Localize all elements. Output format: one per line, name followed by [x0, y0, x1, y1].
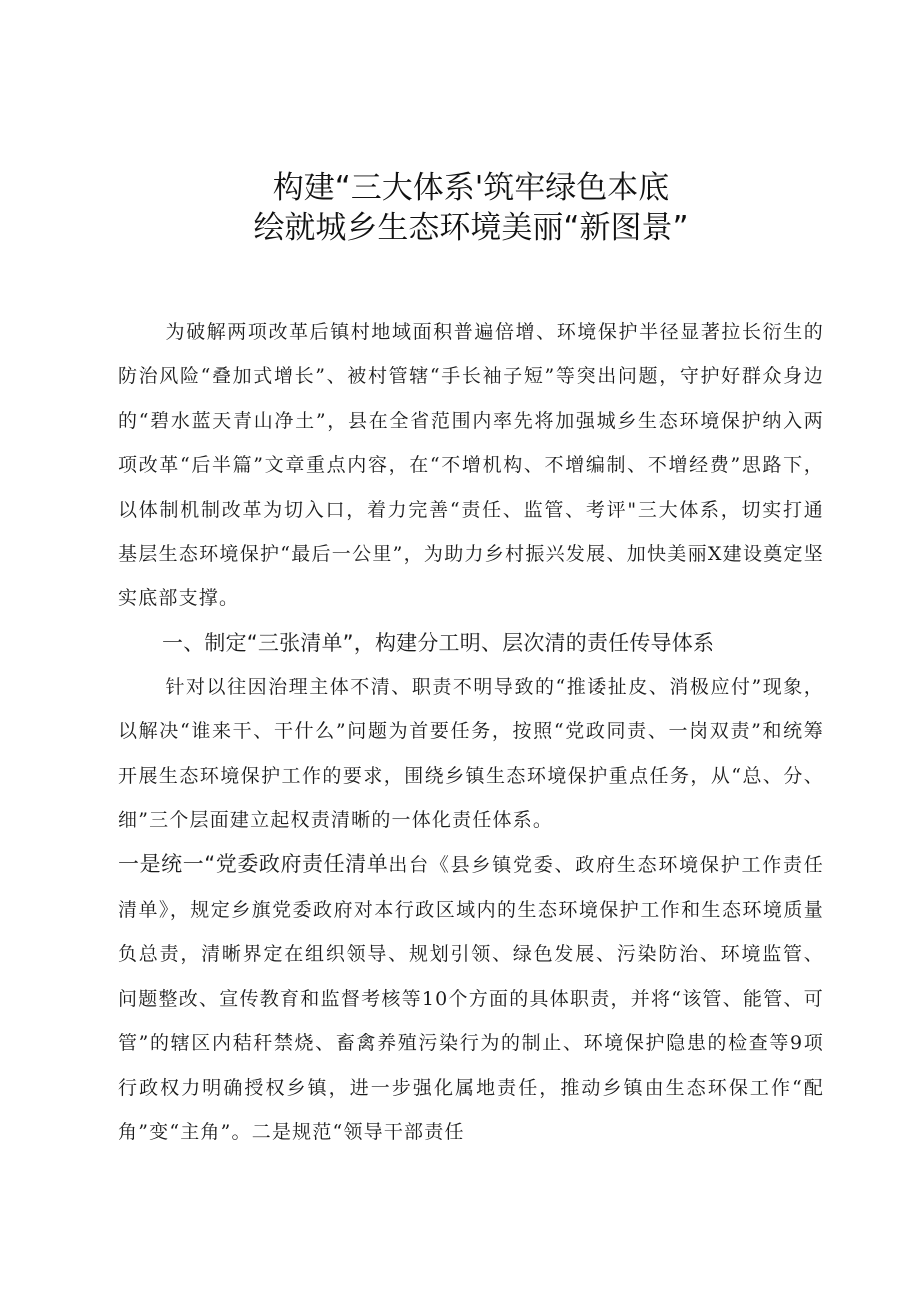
title-line-2: 绘就城乡生态环境美丽“新图景”: [253, 210, 689, 246]
point-1-paragraph: [118, 842, 824, 1154]
point-1-body: 出台《县乡镇党委、政府生态环境保护工作责任清单》，规定乡旗党委政府对本行政区域内的生态环境保护工作和生态环境质量负总责，清晰界定在组织领导、规划引领、绿色发展、污染防治、环境监管、问题整改、宣传教育和监督考核等10个方面的具体职责，并将“该管、能管、可管”的辖区内秸秆禁烧、畜禽养殖污染行为的制止、环境保护隐患的检查等9项行政权力明确授权乡镇，进一步强化属地责任，推动乡镇由生态环保工作“配角”变“主角”。二是规范“领导干部责任: [118, 854, 824, 1143]
section-1-paragraph: 针对以往因治理主体不清、职责不明导致的“推诿扯皮、消极应付”现象，以解决“谁来干、干什么”问题为首要任务，按照“党政同责、一岗双责”和统筹开展生态环境保护工作的要求，围绕乡镇生态环境保护重点任务，从“总、分、细”三个层面建立起权责清晰的一体化责任体系。: [118, 675, 824, 832]
document-title: [118, 168, 824, 248]
intro-paragraph: 为破解两项改革后镇村地域面积普遍倍增、环境保护半径显著拉长衍生的防治风险“叠加式增长”、被村管辖“手长袖子短”等突出问题，守护好群众身边的“碧水蓝天青山净土”，县在全省范围内率先将加强城乡生态环境保护纳入两项改革“后半篇”文章重点内容，在“不增机构、不增编制、不增经费”思路下，以体制机制改革为切入口，着力完善“责任、监管、考评"三大体系，切实打通基层生态环境保护“最后一公里”，为助力乡村振兴发展、加快美丽X建设奠定坚实底部支撑。: [118, 321, 824, 610]
title-line-1: 构建“三大体系'筑牢绿色本底: [272, 170, 670, 206]
section-heading-1: 一、制定“三张清单”，构建分工明、层次清的责任传导体系: [162, 630, 715, 655]
point-1-lead: 一是统一“党委政府责任清单: [118, 852, 389, 877]
